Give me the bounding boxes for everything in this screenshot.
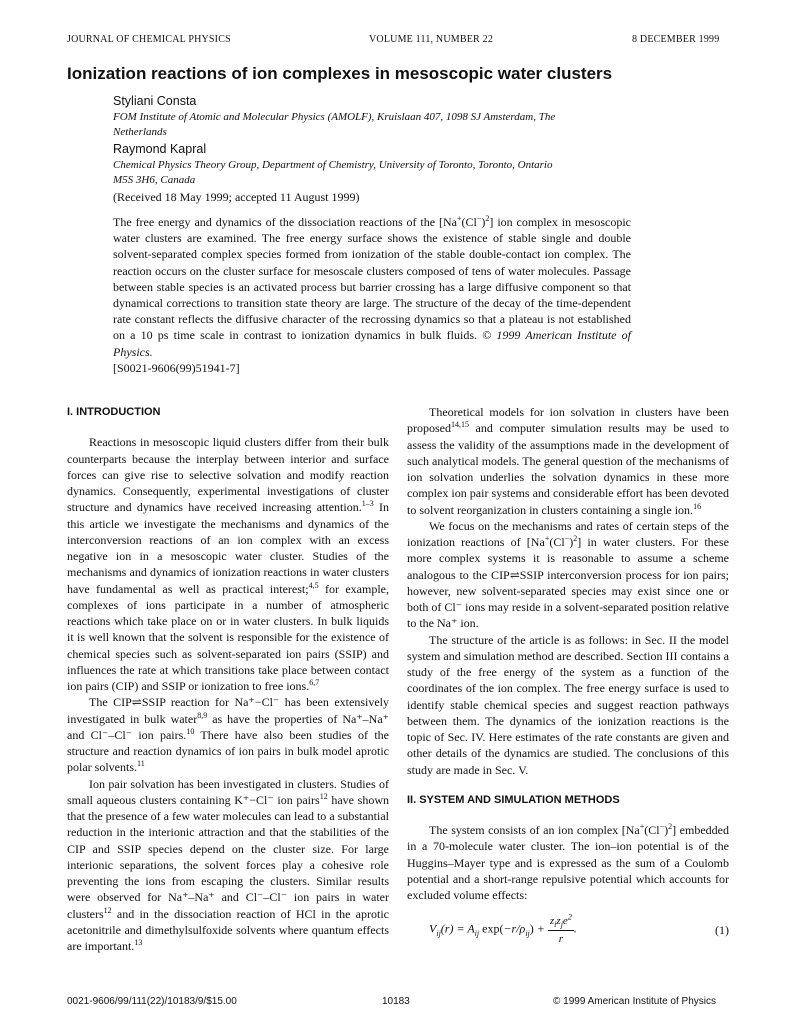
right-column [407,404,729,947]
paragraph: The system consists of an ion complex $[Na^+(Cl^-)^2]$ embedded in a 70-molecule water cluster. The ion–ion potential is of the Huggins–Mayer type and is expressed as the sum of a Coulomb potential and a short-range repulsive potential which accounts for excluded volume effects: [407,822,729,902]
received-dates: (Received 18 May 1999; accepted 11 August 1999) [113,190,360,204]
issue-date: 8 DECEMBER 1999 [632,34,720,45]
section-heading-intro: I. INTRODUCTION [67,406,161,418]
doi: [S0021-9606(99)51941-7] [113,360,240,375]
footer-copyright: © 1999 American Institute of Physics [553,996,717,1007]
paragraph: The CIP⇌SSIP reaction for Na⁺−Cl⁻ has been extensively investigated in bulk water$^{8,9}$ as have the properties of Na⁺–Na⁺ and Cl⁻–Cl⁻ ion pairs.$^{10}$ There have also been studies of the structure and reaction dynamics of ion pairs in bulk model aprotic polar solvents.$^{11}$ [67,695,389,775]
abstract-copyright: © 1999 American Institute of Physics. [113,328,631,359]
affiliation-2: Chemical Physics Theory Group, Department of Chemistry, University of Toronto, Toronto, Ontario M5S 3H6, Canada [113,159,553,186]
journal-name: JOURNAL OF CHEMICAL PHYSICS [67,34,231,45]
left-column [67,404,389,954]
affiliation-1: FOM Institute of Atomic and Molecular Physics (AMOLF), Kruislaan 407, 1098 SJ Amsterdam, The Netherlands [113,111,556,138]
equation-number: (1) [715,922,729,937]
page-number: 10183 [382,996,410,1007]
volume-number: VOLUME 111, NUMBER 22 [369,34,494,45]
section-heading-methods: II. SYSTEM AND SIMULATION METHODS [407,793,620,806]
ion-complex-formula: $[Na^+(Cl^-)^2]$ [439,214,494,229]
author-1: Styliani Consta [113,94,197,108]
footer-code: 0021-9606/99/111(22)/10183/9/$15.00 [67,996,237,1007]
paragraph: Ion pair solvation has been investigated in clusters. Studies of small aqueous clusters containing K⁺−Cl⁻ ion pairs$^{12}$ have shown that the presence of a few water molecules can lead to a substantial reduction in the interionic attraction and that the stabilities of the CIP and SSIP species depend on the cluster size. For large interionic separations, the solvent forces play a cohesive role preventing the ions from escaping the clusters. Similar results were observed for Na⁺–Na⁺ and Cl⁻–Cl⁻ ion pairs in water clusters$^{12}$ and in the dissociation reaction of HCl in the aprotic acetonitrile and dimethylsulfoxide solvents where quantum effects are important.$^{13}$ [67,776,389,953]
equation-1: $V_{ij}(r) = A_{ij}$ $\exp(-r/\rho_{ij})$ + $\frac{z_iz_je^2}{r}$ . (1) [429,912,729,945]
paragraph: We focus on the mechanisms and rates of certain steps of the ionization reactions of $[Na^+(Cl^-)^2]$ in water clusters. For these more complex systems it is reasonable to assume a scheme analogous to the CIP⇌SSIP interconversion process for ion pairs; however, new solvent-separated species may exist since one or both of Cl⁻ ions may reside in a solvent-separated position relative to the Na⁺ ion. [407,518,730,631]
paragraph: Reactions in mesoscopic liquid clusters differ from their bulk counterparts because the interplay between interior and surface forces can give rise to selective solvation and modify reaction dynamics. Consequently, experimental investigations of cluster structure and dynamics have received increasing attention.$^{1-3}$ In this article we investigate the mechanisms and dynamics of the interconversion reactions of an ion complex with an excess negative ion in a mesoscopic water cluster. Studies of the mechanisms and dynamics of ionization reactions in water clusters have fundamental as well as practical interest;$^{4,5}$ for example, complexes of ions participate in a number of atmospheric reactions which take place on or in water clusters. In bulk liquids it is well known that the solvent is responsible for the existence of chemical species such as solvent-separated ion pairs (SSIP) and influences the rate at which transitions take place between contact ion pairs (CIP) and SSIP or ionization to free ions.$^{6,7}$ [67,435,390,693]
paragraph: Theoretical models for ion solvation in clusters have been proposed$^{14,15}$ and computer simulation results may be used to assess the validity of the assumptions made in the development of such analytical models. The general question of the mechanisms of ion solvation underlies the solvation dynamics in these more complex ion pair systems and considerable effort has been devoted to solvent reorganization in clusters containing a single ion.$^{16}$ [407,405,729,517]
paragraph: The structure of the article is as follows: in Sec. II the model system and simulation method are described. Section III contains a study of the free energy of the system as a function of the coordinates of the ion complex. The free energy surface is used to identify stable chemical species and suggest reaction pathways between them. The dynamics of the ionization reactions is the topic of Sec. IV. Here estimates of the rate constants are given and other details of the dynamics are studied. The conclusions of this study are made in Sec. V. [407,632,729,777]
author-2: Raymond Kapral [113,142,207,156]
abstract: The free energy and dynamics of the dissociation reactions of the $[Na^+(Cl^-)^2]$ ion complex in mesoscopic water clusters are examined. The free energy surface shows the existence of stable single and double solvent-separated complex species formed from ionization of the stable double-contact ion complex. The reaction occurs on the cluster surface for mesoscale clusters composed of tens of water molecules. Passage between stable species is an activated process but barrier crossing has a large diffusive component so that dynamical corrections to transition state theory are large. The structure of the decay of the time-dependent rate constant reflects the diffusive character of the recrossing dynamics so that a plateau is not established on a 10 ps time scale in contrast to ionization dynamics in bulk fluids. © 1999 American Institute of Physics. [S0021-9606(99)51941-7] [113,214,632,375]
paper-title: Ionization reactions of ion complexes in mesoscopic water clusters [67,64,613,83]
